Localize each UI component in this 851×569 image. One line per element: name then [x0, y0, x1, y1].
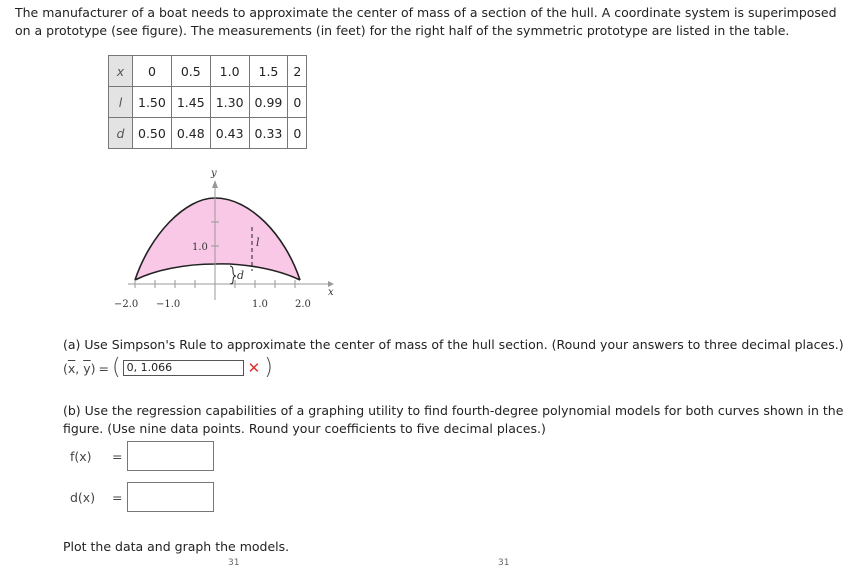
table-cell: 0.33 — [249, 118, 288, 149]
row-label-d: d — [109, 118, 133, 149]
f-model-input[interactable] — [127, 441, 214, 471]
table-row-l — [109, 87, 307, 118]
table-cell: 1.45 — [171, 87, 210, 118]
f-label: f(x) — [70, 448, 92, 464]
row-label-l: l — [109, 87, 133, 118]
table-cell: 0.48 — [171, 118, 210, 149]
table-cell: 1.0 — [210, 56, 249, 87]
table-cell: 1.30 — [210, 87, 249, 118]
d-model-input[interactable] — [127, 482, 214, 512]
incorrect-icon: ✕ — [247, 359, 261, 377]
part-a-question: (a) Use Simpson's Rule to approximate the center of mass of the hull section. (Round your answers to three decimal places.) — [63, 337, 844, 352]
measurement-table — [108, 55, 307, 149]
table-cell: 0.99 — [249, 87, 288, 118]
label-l: l — [256, 236, 260, 249]
table-row-d — [109, 118, 307, 149]
table-cell: 0.5 — [171, 56, 210, 87]
table-cell: 1.5 — [249, 56, 288, 87]
tick-label-1: 1.0 — [252, 299, 268, 310]
close-paren: ) — [264, 355, 273, 380]
tick-label-neg2: −2.0 — [114, 299, 139, 310]
center-of-mass-label: ($\overline{x}$, $\overline{y}$) — [63, 360, 96, 376]
center-of-mass-input[interactable]: 0, 1.066 — [123, 360, 244, 376]
problem-intro: The manufacturer of a boat needs to approximate the center of mass of a section of the hull. A coordinate system is superimposed on a prototype (see figure). The measurements (in feet) for the right half of the symmetric prototype are listed in the table. — [15, 5, 837, 38]
tick-label-2: 2.0 — [295, 299, 311, 310]
y-axis-arrow — [212, 180, 218, 188]
x-axis-label: x — [328, 287, 334, 298]
graph-counter-right: 31 — [498, 558, 510, 568]
part-a-answer-row — [63, 357, 273, 379]
table-cell: 2 — [288, 56, 307, 87]
tick-label-neg1: −1.0 — [156, 299, 181, 310]
table-cell: 0 — [288, 87, 307, 118]
row-label-x: x — [109, 56, 133, 87]
table-cell: 0.50 — [133, 118, 172, 149]
label-d: d — [237, 269, 245, 282]
table-cell: 0.43 — [210, 118, 249, 149]
hull-figure — [100, 160, 350, 320]
open-paren: ( — [112, 355, 121, 380]
table-row-x — [109, 56, 307, 87]
graph-counter-left: 31 — [228, 558, 240, 568]
y-axis-label: y — [211, 168, 217, 179]
d-model-row — [63, 482, 214, 512]
equals-sign: = — [98, 360, 110, 376]
equals-sign: = — [112, 448, 123, 464]
f-model-row — [63, 441, 214, 471]
d-label: d(x) — [70, 489, 96, 505]
table-cell: 0 — [133, 56, 172, 87]
label-1: 1.0 — [192, 242, 208, 253]
equals-sign: = — [112, 489, 123, 505]
part-b-question: (b) Use the regression capabilities of a graphing utility to find fourth-degree polynomial models for both curves shown in the figure. (Use nine data points. Round your coefficients to five decimal places.) — [63, 403, 844, 436]
table-cell: 0 — [288, 118, 307, 149]
plot-instruction: Plot the data and graph the models. — [63, 539, 290, 554]
hull-region — [135, 198, 300, 280]
table-cell: 1.50 — [133, 87, 172, 118]
